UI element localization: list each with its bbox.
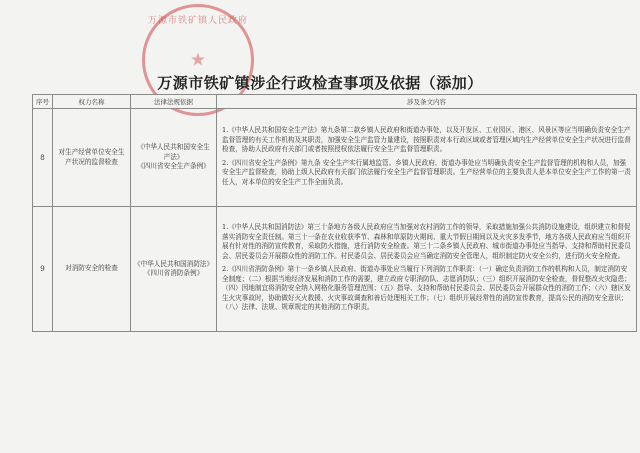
- clause-paragraph: 2.《四川省安全生产条例》第九条 安全生产实行属地监管。乡镇人民政府、街道办事处应当明确负责安全生产监督管理的机构和人员，加强安全生产监督检查，协助上级人民政府有关部门依法履行安全生产监督管理职责。生产经营单位的主要负责人是本单位安全生产工作的第一责任人，对本单位的安全生产工作全面负责。: [222, 158, 631, 186]
- clause-content: [217, 109, 637, 207]
- row-number: 9: [33, 207, 53, 332]
- header-no: 序号: [33, 95, 53, 109]
- clause-paragraph: 1.《中华人民共和国消防法》第三十条地方各级人民政府应当加强对农村消防工作的领导，采取措施加强公共消防设施建设，组织建立和督促落实消防安全责任制。第三十一条在农业收获季节、森林和草原防火期间、重大节假日期间以及火灾多发季节，地方各级人民政府应当组织开展有针对性的消防宣传教育，采取防火措施，进行消防安全检查。第三十二条乡镇人民政府、城市街道办事处应当指导、支持和帮助村民委员会、居民委员会开展群众性的消防工作。村民委员会、居民委员会应当确定消防安全管理人，组织制定防火安全公约，进行防火安全检查。: [222, 223, 631, 260]
- clause-paragraph: 2.《四川省消防条例》第十一条乡镇人民政府、街道办事处应当履行下列消防工作职责：（一）确定负责消防工作的机构和人员，制定消防安全制度；（二）根据当地经济发展和消防工作的需要，建立政府专职消防队、志愿消防队；（三）组织开展消防安全检查，督促整改火灾隐患；（四）因地制宜将消防安全纳入网格化服务管理范围；（五）指导、支持和帮助村民委员会、居民委员会开展群众性的消防工作；（六）辖区发生火灾事故时，协助做好灭火救援、火灾事故调查和善后处理相关工作；（七）组织开展经常性的消防宣传教育，提高公民的消防安全意识；（八）法律、法规、规章规定的其他消防工作职责。: [222, 265, 631, 312]
- table-row: [33, 207, 637, 332]
- header-power-name: 权力名称: [53, 95, 131, 109]
- header-clause-content: 涉及条文内容: [217, 95, 637, 109]
- clause-content: [217, 207, 637, 332]
- page-title: 万源市铁矿镇涉企行政检查事项及依据（添加）: [157, 74, 483, 92]
- law-item: 《四川省消防条例》: [143, 269, 204, 277]
- power-name: 对生产经营单位安全生产状况的监督检查: [53, 109, 131, 207]
- law-item: 《中华人民共和国消防法》: [134, 259, 214, 268]
- inspection-table: [32, 94, 637, 332]
- power-name: 对消防安全的检查: [53, 207, 131, 332]
- law-item: 《中华人民共和国安全生产法》: [137, 143, 210, 161]
- clause-paragraph: 1.《中华人民共和国安全生产法》第九条第二款乡镇人民政府和街道办事处，以及开发区、工业园区、港区、风景区等应当明确负责安全生产监督管理的有关工作机构及其职责，加强安全生产监管力量建设，按照职责对本行政区域或者管理区域内生产经营单位安全生产状况进行监督检查，协助人民政府有关部门或者按照授权依法履行安全生产监督管理职责。: [222, 126, 631, 153]
- table-header-row: [33, 95, 637, 109]
- seal-text: 万源市铁矿镇人民政府: [147, 16, 248, 26]
- row-number: 8: [33, 109, 53, 207]
- law-item: 《四川省安全生产条例》: [137, 162, 210, 171]
- header-legal-basis: 法律法规依据: [131, 95, 217, 109]
- seal-star-icon: ★: [189, 49, 207, 71]
- legal-basis: [131, 109, 217, 207]
- table-row: [33, 109, 637, 207]
- legal-basis: [131, 207, 217, 332]
